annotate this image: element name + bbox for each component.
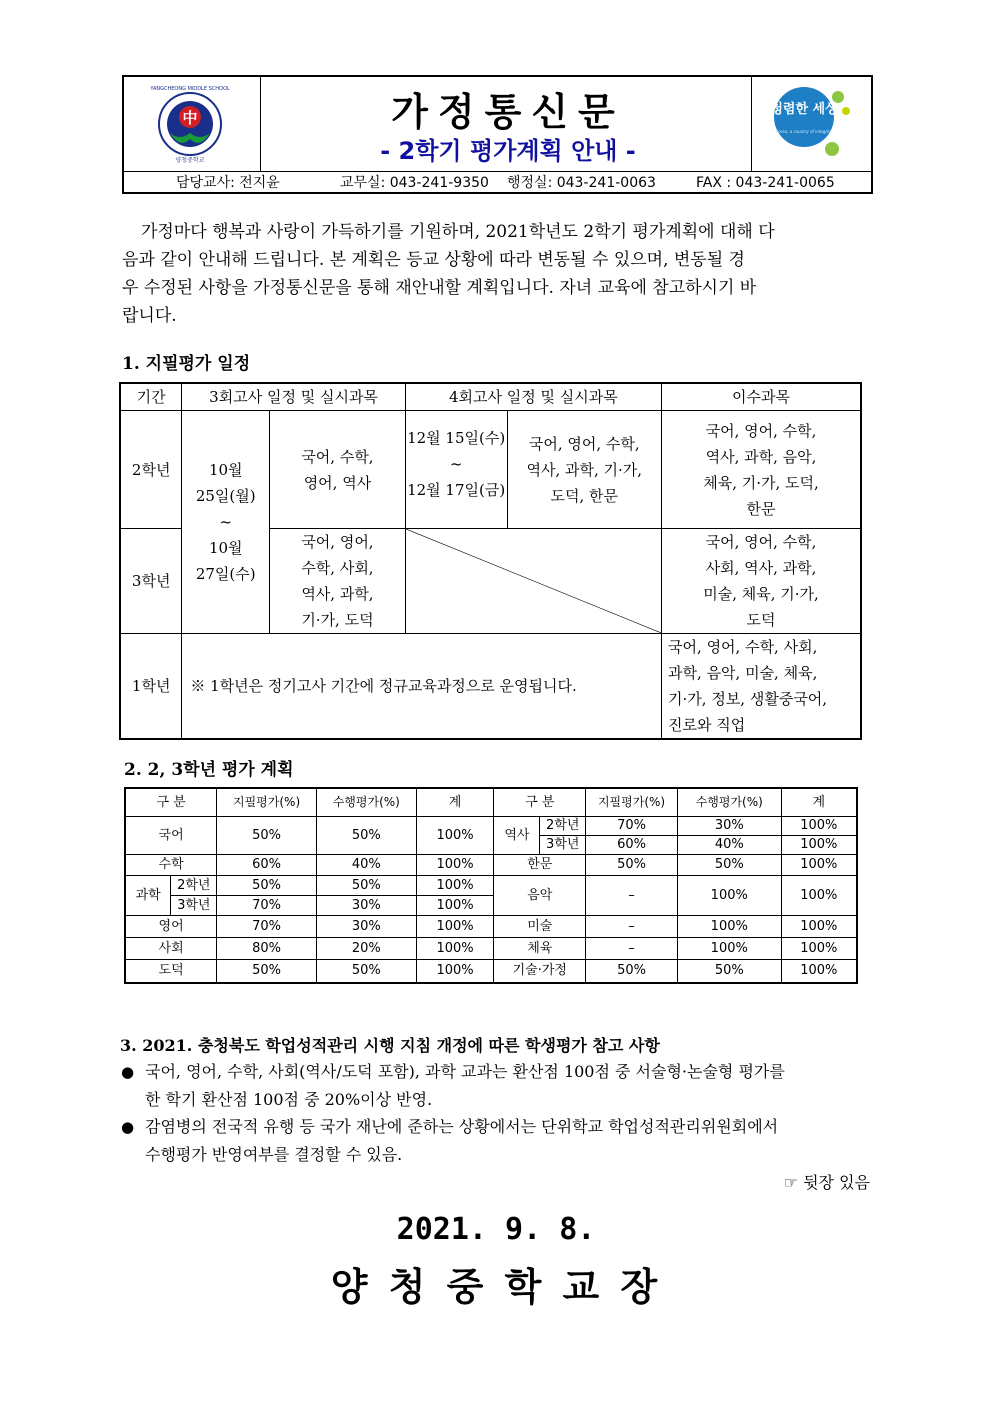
value-cell: 50% — [677, 854, 781, 875]
header-box — [122, 75, 873, 194]
subject-line: 기·가, 도덕 — [301, 611, 374, 629]
subject-line: 국어, 영어, 수학, — [528, 434, 640, 453]
slogan-subtext: Korea, a country of integrity — [775, 129, 833, 134]
bullet-icon: ● — [121, 1118, 135, 1136]
value-cell: 100% — [781, 835, 857, 854]
grade-cell: 2학년 — [540, 816, 586, 835]
value-cell: 20% — [316, 937, 416, 959]
grade-cell: 2학년 — [171, 875, 217, 895]
section2-heading: 2. 2, 3학년 평가 계획 — [124, 760, 294, 780]
header-exam3: 3회고사 일정 및 실시과목 — [182, 383, 405, 411]
page-subtitle: - 2학기 평가계획 안내 - — [380, 137, 636, 165]
table-row — [125, 854, 857, 875]
grade3-label: 3학년 — [120, 529, 182, 634]
value-cell: 30% — [316, 915, 416, 937]
value-cell: – — [586, 875, 678, 915]
subject-cell: 기술·가정 — [494, 959, 586, 983]
bullet-icon: ● — [121, 1063, 135, 1081]
subject-cell: 도덕 — [125, 959, 217, 983]
subject-line: 미술, 체육, 기·가, — [703, 585, 819, 603]
value-cell: 70% — [586, 816, 678, 835]
grade-cell: 3학년 — [171, 895, 217, 915]
date-line: ~ — [449, 455, 463, 473]
subject-line: 역사, 과학, 기·가, — [526, 460, 643, 479]
subject-line: 체육, 기·가, 도덕, — [703, 473, 819, 492]
subject-line: 도덕 — [746, 611, 776, 629]
subject-line: 국어, 영어, — [301, 533, 374, 551]
col-header: 구 분 — [125, 788, 217, 816]
subject-cell: 음악 — [494, 875, 586, 915]
value-cell: 50% — [586, 959, 678, 983]
grade3-exam4-empty — [405, 529, 661, 634]
value-cell: 100% — [416, 854, 494, 875]
page-title: 가정통신문 — [391, 90, 625, 134]
subject-cell: 영어 — [125, 915, 217, 937]
value-cell: 50% — [677, 959, 781, 983]
exam3-date-line: 27일(수) — [195, 565, 256, 583]
subject-line: 한문 — [746, 499, 776, 518]
exam3-date-line: 25일(월) — [195, 487, 256, 505]
value-cell: 80% — [217, 937, 317, 959]
subject-line: 국어, 영어, 수학, 사회, — [668, 638, 818, 656]
subject-line: 진로와 직업 — [668, 716, 746, 734]
col-header: 지필평가(%) — [217, 788, 317, 816]
integrity-slogan-logo — [752, 77, 872, 171]
back-page-note: ☞ 뒷장 있음 — [783, 1173, 870, 1192]
value-cell: – — [586, 937, 678, 959]
grade1-completed — [662, 634, 861, 740]
subject-line: 역사, 과학, — [301, 585, 374, 603]
exam3-date-line: 10월 — [208, 461, 243, 479]
table-row — [125, 915, 857, 937]
value-cell: 60% — [217, 854, 317, 875]
exam3-dates — [182, 411, 270, 634]
subject-cell: 체육 — [494, 937, 586, 959]
intro-line-2: 음과 같이 안내해 드립니다. 본 계획은 등교 상황에 따라 변동될 수 있으며, 변동될 경 — [122, 250, 745, 270]
col-header: 계 — [416, 788, 494, 816]
grade2-completed — [662, 411, 861, 529]
value-cell: 100% — [781, 937, 857, 959]
subject-line: 국어, 영어, 수학, — [705, 533, 817, 551]
teacher-name: 담당교사: 전지윤 — [176, 175, 280, 191]
table-row — [125, 816, 857, 835]
value-cell: 50% — [316, 875, 416, 895]
value-cell: 50% — [217, 959, 317, 983]
value-cell: 60% — [586, 835, 678, 854]
value-cell: 100% — [416, 895, 494, 915]
subject-line: 국어, 영어, 수학, — [705, 421, 817, 440]
value-cell: 50% — [316, 959, 416, 983]
value-cell: 30% — [316, 895, 416, 915]
value-cell: 100% — [416, 816, 494, 854]
value-cell: – — [586, 915, 678, 937]
subject-line: 과학, 음악, 미술, 체육, — [668, 664, 818, 682]
bullet2-line1: 감염병의 전국적 유행 등 국가 재난에 준하는 상황에서는 단위학교 학업성적관리위원회에서 — [145, 1117, 779, 1136]
value-cell: 100% — [416, 875, 494, 895]
emblem-ring-text: YANGCHEONG MIDDLE SCHOOL — [150, 86, 230, 92]
subject-cell: 국어 — [125, 816, 217, 854]
diagonal-slash — [406, 529, 661, 633]
school-logo-cell — [124, 77, 261, 171]
table-row — [125, 875, 857, 895]
value-cell: 50% — [217, 816, 317, 854]
value-cell: 50% — [586, 854, 678, 875]
header-period: 기간 — [120, 383, 182, 411]
staff-office-phone: 교무실: 043-241-9350 — [340, 175, 489, 191]
subject-line: 수학, 사회, — [301, 559, 374, 577]
subject-cell: 미술 — [494, 915, 586, 937]
value-cell: 100% — [677, 875, 781, 915]
grade2-exam4-subjects — [507, 411, 662, 529]
col-header: 구 분 — [494, 788, 586, 816]
value-cell: 100% — [416, 915, 494, 937]
grade2-exam3-subjects — [270, 411, 406, 529]
exam-schedule-table — [119, 382, 862, 740]
value-cell: 100% — [781, 854, 857, 875]
subject-line: 국어, 수학, — [301, 447, 374, 466]
value-cell: 100% — [781, 959, 857, 983]
value-cell: 100% — [677, 937, 781, 959]
value-cell: 30% — [677, 816, 781, 835]
exam3-date-line: ~ — [219, 513, 233, 531]
grade1-note: ※ 1학년은 정기고사 기간에 정규교육과정으로 운영됩니다. — [182, 634, 662, 740]
evaluation-ratio-table — [124, 787, 858, 984]
grade1-label: 1학년 — [120, 634, 182, 740]
principal-signature: 양 청 중 학 교 장 — [330, 1264, 662, 1309]
section3-heading: 3. 2021. 충청북도 학업성적관리 시행 지침 개정에 따른 학생평가 참고 사항 — [120, 1036, 660, 1055]
value-cell: 40% — [677, 835, 781, 854]
subject-line: 기·가, 정보, 생활중국어, — [668, 690, 828, 708]
value-cell: 100% — [677, 915, 781, 937]
grade2-exam4-dates — [405, 411, 507, 529]
value-cell: 40% — [316, 854, 416, 875]
issue-date: 2021. 9. 8. — [396, 1212, 596, 1247]
date-line: 12월 17일(금) — [407, 481, 506, 499]
slogan-logo-cell — [751, 77, 871, 171]
subject-cell: 수학 — [125, 854, 217, 875]
value-cell: 100% — [781, 875, 857, 915]
table-row — [125, 959, 857, 983]
date-line: 12월 15일(수) — [407, 429, 506, 447]
col-header: 수행평가(%) — [677, 788, 781, 816]
value-cell: 50% — [316, 816, 416, 854]
emblem-bottom-text: 양청중학교 — [175, 157, 205, 164]
col-header: 수행평가(%) — [316, 788, 416, 816]
intro-line-1: 가정마다 행복과 사랑이 가득하기를 기원하며, 2021학년도 2학기 평가계획에 대해 다 — [141, 222, 775, 242]
slogan-text: 청렴한 세상 — [770, 102, 838, 117]
value-cell: 70% — [217, 915, 317, 937]
header-completed: 이수과목 — [662, 383, 861, 411]
subject-line: 사회, 역사, 과학, — [705, 559, 817, 577]
bullet1-line1: 국어, 영어, 수학, 사회(역사/도덕 포함), 과학 교과는 환산점 100점 중 서술형·논술형 평가를 — [145, 1062, 785, 1081]
admin-office-phone: 행정실: 043-241-0063 — [507, 175, 656, 191]
subject-line: 영어, 역사 — [303, 473, 372, 492]
col-header: 지필평가(%) — [586, 788, 678, 816]
subject-line: 역사, 과학, 음악, — [705, 447, 817, 466]
value-cell: 100% — [781, 915, 857, 937]
grade3-exam3-subjects — [270, 529, 406, 634]
value-cell: 100% — [781, 816, 857, 835]
contact-bar — [124, 171, 871, 194]
grade2-label: 2학년 — [120, 411, 182, 529]
table-row — [120, 634, 861, 740]
grade3-completed — [662, 529, 861, 634]
table-row — [120, 383, 861, 411]
col-header: 계 — [781, 788, 857, 816]
table-row — [125, 788, 857, 816]
section1-heading: 1. 지필평가 일정 — [122, 354, 251, 374]
intro-line-4: 랍니다. — [122, 306, 177, 326]
school-emblem-logo — [124, 77, 261, 171]
subject-cell: 역사 — [494, 816, 540, 854]
value-cell: 100% — [416, 959, 494, 983]
bullet1-line2: 한 학기 환산점 100점 중 20%이상 반영. — [145, 1090, 433, 1109]
subject-cell: 과학 — [125, 875, 171, 915]
subject-line: 도덕, 한문 — [550, 486, 619, 505]
exam3-date-line: 10월 — [208, 539, 243, 557]
emblem-char: 中 — [182, 109, 198, 127]
bullet2-line2: 수행평가 반영여부를 결정할 수 있음. — [145, 1145, 403, 1164]
value-cell: 100% — [416, 937, 494, 959]
value-cell: 50% — [217, 875, 317, 895]
fax-number: FAX : 043-241-0065 — [696, 175, 835, 191]
intro-line-3: 우 수정된 사항을 가정통신문을 통해 재안내할 계획입니다. 자녀 교육에 참고하시기 바 — [122, 278, 757, 298]
grade-cell: 3학년 — [540, 835, 586, 854]
subject-cell: 사회 — [125, 937, 217, 959]
value-cell: 70% — [217, 895, 317, 915]
table-row — [125, 937, 857, 959]
table-row — [120, 411, 861, 529]
header-exam4: 4회고사 일정 및 실시과목 — [405, 383, 661, 411]
subject-cell: 한문 — [494, 854, 586, 875]
